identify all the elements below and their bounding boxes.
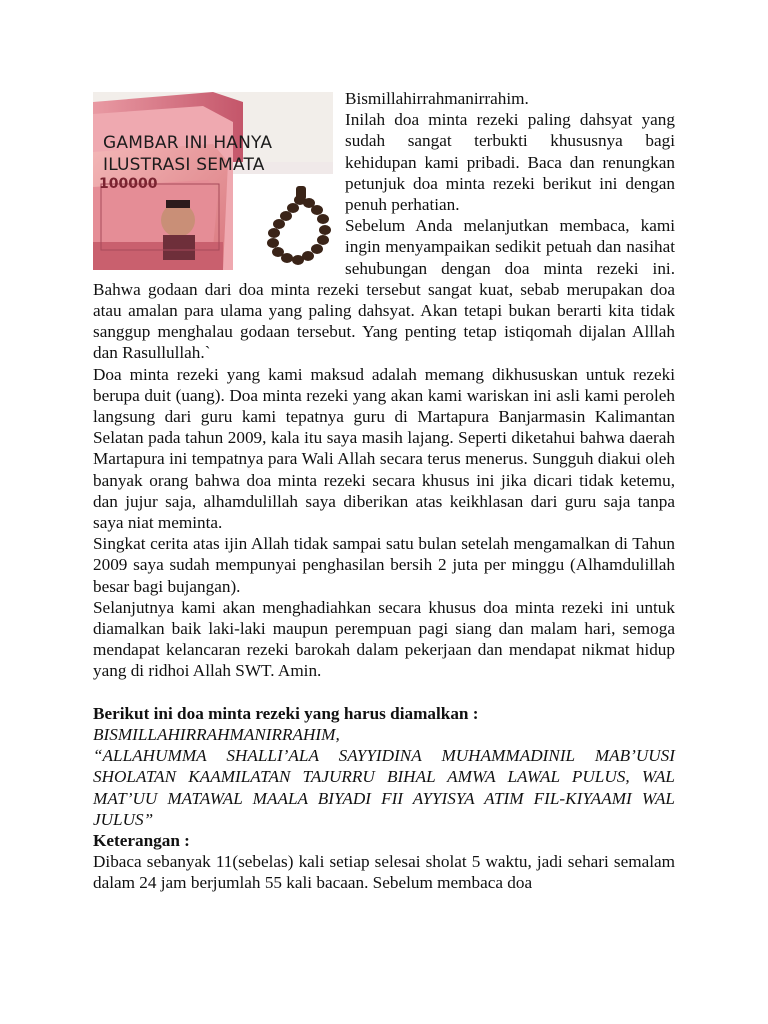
- illustration-image: [93, 92, 333, 270]
- image-caption-line-2: ILUSTRASI SEMATA: [103, 155, 265, 175]
- keterangan-heading: Keterangan :: [93, 830, 190, 850]
- banknote-value-text: 100000: [99, 176, 158, 192]
- image-caption: [103, 132, 333, 176]
- image-caption-line-1: GAMBAR INI HANYA: [103, 133, 273, 153]
- paragraph-origin: Doa minta rezeki yang kami maksud adalah memang dikhususkan untuk rezeki berupa duit (uang). Doa minta rezeki yang akan kami wariskan ini asli kami peroleh langsung dari guru kami tepatnya guru di Martapura Banjarmasin Kalimantan Selatan pada tahun 2009, kala itu saya masih lajang. Seperti diketahui bahwa daerah Martapura ini tempatnya para Wali Allah secara terus menerus. Sungguh diakui oleh banyak orang bahwa doa minta rezeki secara khusus ini jika dicari tidak ketemu, dan jujur saja, alhamdulillah saya diberikan atas keikhlasan dari guru saja tanpa saya niat meminta.: [93, 364, 675, 533]
- paragraph-advice: Sebelum Anda melanjutkan membaca, kami ingin menyampaikan sedikit petuah dan nasihat sehubungan dengan doa minta rezeki ini. Bahwa godaan dari doa minta rezeki tersebut sangat kuat, sebab merupakan doa atau amalan para ulama yang paling dahsyat. Akan tetapi bukan berarti kita tidak sanggup menghalau godaan tersebut. Yang penting tetap istiqomah dijalan Alllah dan Rasullullah.`: [93, 216, 675, 363]
- paragraph-basmalah: Bismillahirrahmanirrahim.: [345, 89, 529, 108]
- doa-text: “ALLAHUMMA SHALLI’ALA SAYYIDINA MUHAMMADINIL MAB’UUSI SHOLATAN KAAMILATAN TAJURRU BIHAL AMWA LAWAL PULUS, WAL MAT’UU MATAWAL MAALA BIYADI FII AYYISYA ATIM FIL-KIYAAMI WAL JULUS”: [93, 746, 675, 829]
- paragraph-gift: Selanjutnya kami akan menghadiahkan secara khusus doa minta rezeki ini untuk diamalkan baik laki-laki maupun perempuan pagi siang dan malam hari, semoga mendapat kelancaran rezeki barokah dalam pekerjaan dan mendapat nikmat hidup yang di ridhoi Allah SWT. Amin.: [93, 597, 675, 681]
- blank-line: [93, 682, 675, 703]
- paragraph-story: Singkat cerita atas ijin Allah tidak sampai satu bulan setelah mengamalkan di Tahun 2009 saya sudah mempunyai penghasilan bersih 2 juta per minggu (Alhamdulillah besar bagi bujangan).: [93, 534, 675, 596]
- paragraph-intro: Inilah doa minta rezeki paling dahsyat yang sudah sangat terbukti khususnya bagi kehidupan kami pribadi. Baca dan renungkan petunjuk doa minta rezeki berikut ini dengan penuh perhatian.: [345, 110, 675, 215]
- document-page: [93, 88, 675, 894]
- doa-basmalah: BISMILLAHIRRAHMANIRRAHIM,: [93, 724, 340, 744]
- keterangan-text: Dibaca sebanyak 11(sebelas) kali setiap selesai sholat 5 waktu, jadi sehari semalam dalam 24 jam berjumlah 55 kali bacaan. Sebelum membaca doa: [93, 852, 675, 893]
- doa-heading: Berikut ini doa minta rezeki yang harus diamalkan :: [93, 703, 479, 723]
